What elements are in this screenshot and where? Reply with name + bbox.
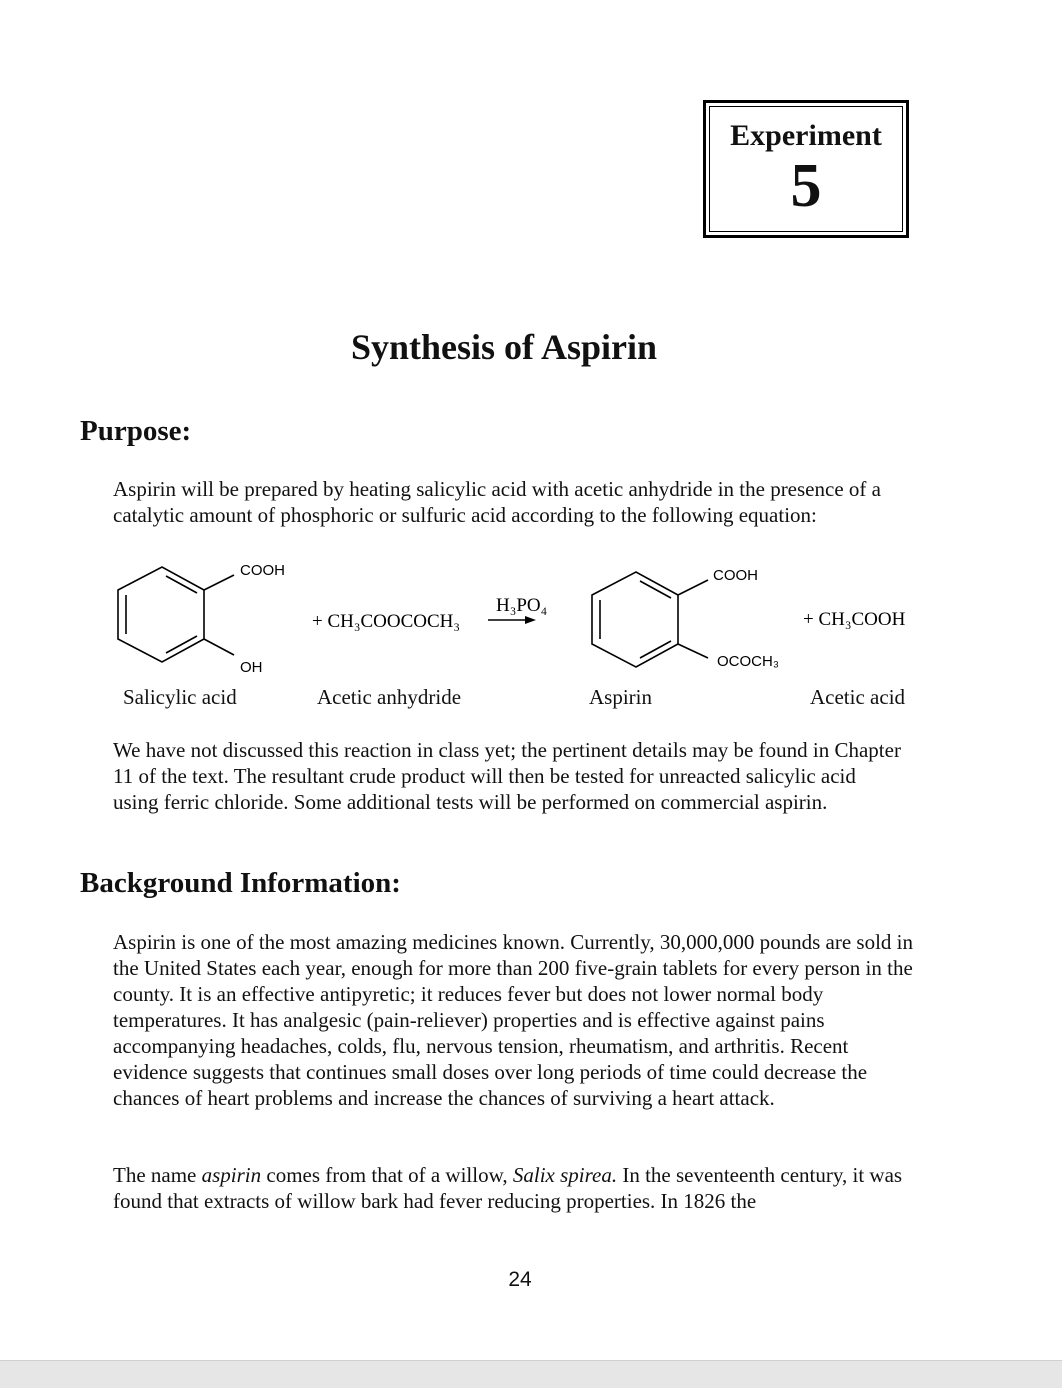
purpose-heading: Purpose:	[80, 415, 192, 447]
background-paragraph-2	[113, 1162, 928, 1214]
species-name: Salix spirea.	[512, 1163, 618, 1187]
bond-ococh3	[678, 644, 708, 658]
aspirin-structure	[592, 572, 708, 667]
salicylic-cooh-label: COOH	[240, 562, 285, 579]
acetic-acid-formula: + CH₃COOH	[803, 609, 906, 630]
bond-cooh	[678, 580, 708, 595]
purpose-followup: We have not discussed this reaction in class yet; the pertinent details may be found in Chapter 11 of the text. The resultant crude product will then be tested for unreacted salicylic acid using ferric chloride. Some additional tests will be performed on commercial aspirin.	[113, 738, 901, 814]
bond-oh	[204, 639, 234, 655]
caption-salicylic-acid: Salicylic acid	[123, 685, 237, 709]
page-title: Synthesis of Aspirin	[350, 327, 658, 367]
background-paragraph-1: Aspirin is one of the most amazing medicines known. Currently, 30,000,000 pounds are sold in the United States each year, enough for more than 200 five-grain tablets for every person in the county. It is an effective antipyretic; it reduces fever but does not lower normal body temperatures. It has analgesic (pain-reliever) properties and is effective against pains accompanying headaches, colds, flu, nervous tension, rheumatism, and arthritis. Recent evidence suggests that continues small doses over long periods of time could decrease the chances of heart problems and increase the chances of surviving a heart attack.	[113, 930, 914, 1110]
background-heading: Background Information:	[80, 867, 401, 899]
viewer-bottom-bar	[0, 1360, 1062, 1388]
experiment-number: 5	[790, 152, 822, 220]
caption-acetic-anhydride: Acetic anhydride	[317, 685, 462, 709]
purpose-intro: Aspirin will be prepared by heating salicylic acid with acetic anhydride in the presence of a catalytic amount of phosphoric or sulfuric acid according to the following equation:	[113, 477, 881, 527]
salicylic-acid-structure	[118, 567, 234, 662]
aspirin-term: aspirin	[201, 1163, 262, 1187]
caption-aspirin: Aspirin	[589, 685, 652, 709]
page-number: 24	[508, 1268, 532, 1291]
bond-cooh	[204, 575, 234, 590]
benzene-ring	[592, 572, 678, 667]
catalyst-label: H₃PO₄	[496, 595, 548, 616]
acetic-anhydride-formula: + CH₃COOCOCH₃	[312, 611, 461, 632]
reaction-equation	[100, 555, 950, 675]
aspirin-ococh3-label: OCOCH₃	[717, 653, 779, 670]
para2-text: The name	[113, 1163, 202, 1187]
reaction-arrow	[488, 616, 536, 624]
experiment-box-inner	[709, 106, 903, 232]
benzene-ring	[118, 567, 204, 662]
caption-acetic-acid: Acetic acid	[810, 685, 906, 709]
aspirin-cooh-label: COOH	[713, 567, 758, 584]
experiment-box	[703, 100, 909, 238]
para2-text: In the seventeenth century, it was found that extracts of willow bark had fever reducing properties. In 1826 the	[113, 1163, 903, 1213]
para2-text: comes from that of a willow,	[261, 1163, 513, 1187]
salicylic-oh-label: OH	[240, 659, 263, 675]
experiment-label: Experiment	[730, 119, 882, 152]
